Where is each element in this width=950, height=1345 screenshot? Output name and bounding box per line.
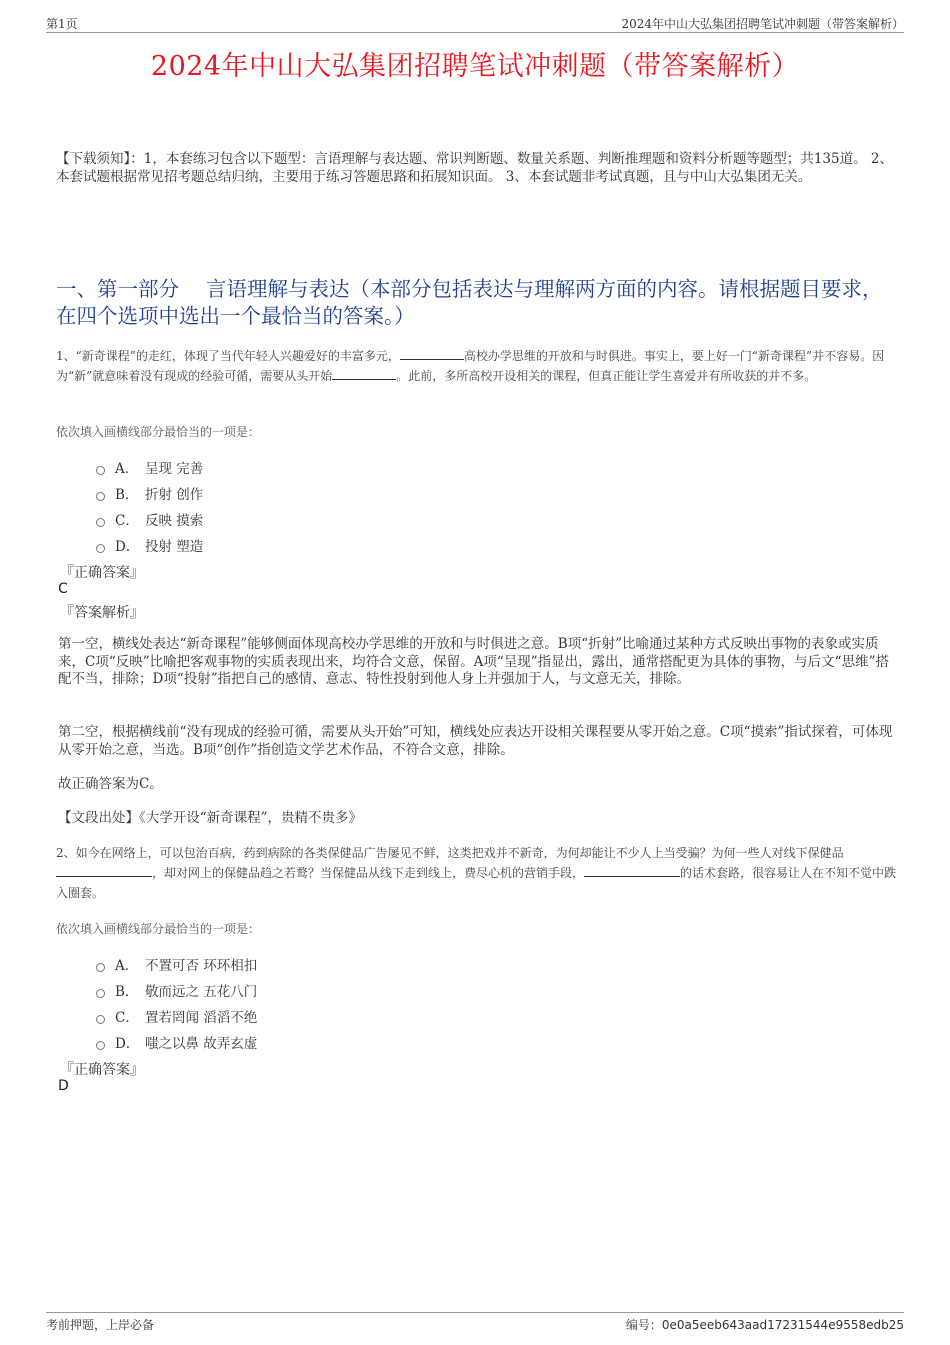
option-letter: C．	[115, 513, 139, 529]
option-letter: B．	[115, 487, 139, 503]
question-2-option-c[interactable]	[96, 1006, 257, 1024]
analysis-conclusion: 故正确答案为C。	[58, 776, 163, 792]
option-text: 置若罔闻 滔滔不绝	[145, 1010, 258, 1026]
fill-blank	[584, 863, 680, 877]
question-text-part: 1、“新奇课程”的走红，体现了当代年轻人兴趣爱好的丰富多元，	[56, 349, 400, 363]
radio-icon[interactable]	[96, 466, 105, 475]
correct-answer: D	[58, 1078, 69, 1094]
question-1-option-c[interactable]	[96, 509, 203, 527]
option-letter: A．	[115, 461, 139, 477]
question-text-part: 。此前，多所高校开设相关的课程，但真正能让学生喜爱并有所收获的并不多。	[396, 369, 817, 383]
question-1-option-b[interactable]	[96, 483, 203, 501]
document-code	[626, 1316, 904, 1333]
option-text: 嗤之以鼻 故弄玄虚	[145, 1036, 258, 1052]
option-letter: C．	[115, 1010, 139, 1026]
question-2-option-b[interactable]	[96, 980, 257, 998]
code-value: 0e0a5eeb643aad17231544e9558edb25	[661, 1318, 904, 1332]
option-letter: B．	[115, 984, 139, 1000]
option-text: 呈现 完善	[145, 461, 204, 477]
question-2-prompt: 依次填入画横线部分最恰当的一项是：	[56, 922, 261, 936]
question-2-option-a[interactable]	[96, 954, 257, 972]
option-letter: A．	[115, 958, 139, 974]
question-1-prompt: 依次填入画横线部分最恰当的一项是：	[56, 425, 261, 439]
option-letter: D．	[115, 539, 140, 555]
option-text: 折射 创作	[145, 487, 204, 503]
question-text-part: 高校办学思维的开放和与时俱进。事实上，要上好一门“新奇课程”并不容易。因为“新”就意味着没有现成的经验可循，需要从头开始	[56, 349, 885, 383]
page-footer	[46, 1312, 904, 1333]
option-text: 投射 塑造	[145, 539, 204, 555]
text-source: 【文段出处】《大学开设“新奇课程”，贵精不贵多》	[58, 810, 363, 826]
radio-icon[interactable]	[96, 1041, 105, 1050]
option-text: 敬而远之 五花八门	[145, 984, 258, 1000]
fill-blank	[400, 346, 464, 360]
analysis-paragraph-2: 第二空，根据横线前“没有现成的经验可循，需要从头开始”可知，横线处应表达开设相关课程要从零开始之意。C项“摸索”指试探着，可体现从零开始之意，当选。B项“创作”指创造文学艺术作品，不符合文意，排除。	[58, 724, 893, 758]
download-notice: 【下载须知】：1，本套练习包含以下题型：言语理解与表达题、常识判断题、数量关系题、判断推理题和资料分析题等题型；共135道。 2、本套试题根据常见招考题总结归纳，主要用于练习答题思路和拓展知识面。 3、本套试题非考试真题，且与中山大弘集团无关。	[56, 151, 893, 185]
option-letter: D．	[115, 1036, 140, 1052]
document-title: 2024年中山大弘集团招聘笔试冲刺题（带答案解析）	[150, 51, 800, 82]
radio-icon[interactable]	[96, 492, 105, 501]
question-2-option-d[interactable]	[96, 1032, 257, 1050]
question-1-text	[56, 346, 898, 386]
section-heading: 一、第一部分 言语理解与表达（本部分包括表达与理解两方面的内容。请根据题目要求，在四个选项中选出一个最恰当的答案。）	[56, 277, 883, 328]
code-label: 编号：	[625, 1318, 662, 1332]
correct-answer-label: 『正确答案』	[60, 1062, 144, 1078]
option-text: 反映 摸索	[145, 513, 204, 529]
footer-slogan: 考前押题，上岸必备	[46, 1318, 155, 1332]
correct-answer-label: 『正确答案』	[60, 565, 144, 581]
question-text-part: 2、如今在网络上，可以包治百病，药到病除的各类保健品广告屡见不鲜，这类把戏并不新奇，为何却能让不少人上当受骗？为何一些人对线下保健品	[56, 846, 844, 860]
analysis-paragraph-1: 第一空，横线处表达“新奇课程”能够侧面体现高校办学思维的开放和与时俱进之意。B项“折射”比喻通过某种方式反映出事物的表象或实质来，C项“反映”比喻把客观事物的实质表现出来，均符合文意，保留。A项“呈现”指显出，露出，通常搭配更为具体的事物，与后文“思维”搭配不当，排除；D项“投射”指把自己的感情、意志、特性投射到他人身上并强加于人，与文意无关，排除。	[58, 636, 889, 687]
radio-icon[interactable]	[96, 989, 105, 998]
question-text-part: ，却对网上的保健品趋之若鹜？当保健品从线下走到线上，费尽心机的营销手段，	[152, 866, 585, 880]
page-number: 第1页	[46, 17, 78, 31]
fill-blank	[56, 863, 152, 877]
page-header	[46, 14, 904, 33]
question-text-part: 的话术套路，很容易让人在不知不觉中跌入圈套。	[56, 866, 897, 900]
question-1-option-d[interactable]	[96, 535, 203, 553]
header-doc-title: 2024年中山大弘集团招聘笔试冲刺题（带答案解析）	[621, 17, 904, 31]
radio-icon[interactable]	[96, 963, 105, 972]
option-text: 不置可否 环环相扣	[145, 958, 258, 974]
radio-icon[interactable]	[96, 518, 105, 527]
radio-icon[interactable]	[96, 544, 105, 553]
fill-blank	[332, 366, 396, 380]
correct-answer: C	[58, 581, 68, 597]
analysis-label: 『答案解析』	[60, 605, 144, 621]
radio-icon[interactable]	[96, 1015, 105, 1024]
question-1-option-a[interactable]	[96, 457, 203, 475]
question-2-text	[56, 843, 898, 903]
